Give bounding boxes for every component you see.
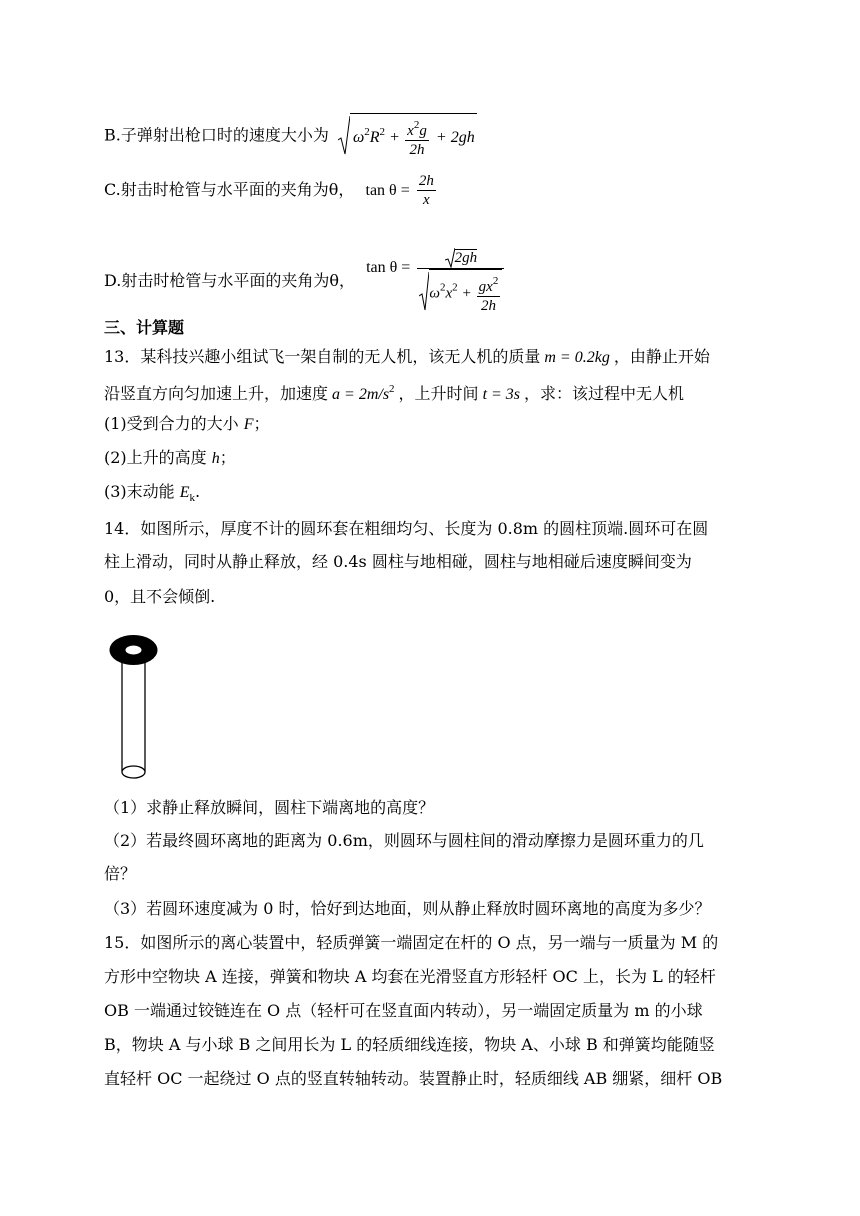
cylinder xyxy=(122,658,145,778)
q13-line-1 xyxy=(104,346,710,369)
q13-sub3-end: . xyxy=(195,482,201,501)
option-d-fraction: 2gh $\omega^2x^2$ + $\frac{gx^2}{2h}$ xyxy=(417,248,504,315)
q15-line-4: B，物块 A 与小球 B 之间用长为 L 的轻质细线连接，物块 A、小球 B 和弹簧均能随竖 xyxy=(104,1035,715,1054)
option-b xyxy=(104,113,477,159)
option-d-inner-fraction xyxy=(477,272,501,315)
inner-denominator: 2h xyxy=(481,298,496,314)
q13-text-d: ，上升时间 xyxy=(398,384,479,403)
q13-sub2-text: (2)上升的高度 xyxy=(104,448,207,467)
q14-line-2: 柱上滑动，同时从静止释放，经 0.4s 圆柱与地相碰，圆柱与地相碰后速度瞬间变为 xyxy=(104,552,692,571)
sqrt-symbol xyxy=(338,116,350,156)
option-b-fraction xyxy=(405,116,429,159)
q14-line-1: 14．如图所示，厚度不计的圆环套在粗细均匀、长度为 0.8m 的圆柱顶端.圆环可在圆 xyxy=(104,519,709,538)
q13-mass: m = 0.2kg xyxy=(544,349,610,366)
option-d-lhs: tan θ = xyxy=(366,259,411,276)
option-c-den: x xyxy=(422,192,430,208)
q13-text-c: 沿竖直方向匀加速上升，加速度 xyxy=(104,384,329,403)
q13-sub3-text: (3)末动能 xyxy=(104,482,175,501)
omega-symbol: ω xyxy=(352,129,365,146)
q13-sub-3 xyxy=(104,481,200,509)
option-c-text: C.射击时枪管与水平面的夹角为θ， xyxy=(104,180,355,199)
option-b-text: B.子弹射出枪口时的速度大小为 xyxy=(104,125,329,145)
gx-exp: 2 xyxy=(492,275,499,287)
x-var: x xyxy=(445,285,453,302)
q13-sub1-var: F xyxy=(243,416,254,433)
q13-sub3-sub: k xyxy=(189,492,196,504)
option-c-lhs: tan θ = xyxy=(365,182,410,199)
q13-sub-1 xyxy=(104,413,270,436)
option-d-text: D.射击时枪管与水平面的夹角为θ， xyxy=(104,271,355,290)
sqrt-symbol xyxy=(419,272,429,312)
cylinder-bottom xyxy=(122,766,145,778)
q13-text-b: ，由静止开始 xyxy=(613,347,710,366)
option-d xyxy=(104,248,506,315)
q15-line-5: 直轻杆 OC 一起绕过 O 点的竖直转轴转动。装置静止时，轻质细线 AB 绷紧，细杆 OB xyxy=(104,1069,723,1088)
sqrt-symbol xyxy=(445,248,455,268)
q13-sub2-var: h xyxy=(211,450,220,467)
option-c-num: 2h xyxy=(418,173,434,189)
option-d-num: 2gh xyxy=(454,250,478,266)
q13-accel-exp: 2 xyxy=(389,383,395,395)
x-exp: 2 xyxy=(452,281,458,294)
q14-sub-3: （3）若圆环速度减为 0 时，恰好到达地面，则从静止释放时圆环离地的高度为多少？ xyxy=(104,899,711,918)
q14-sub-2b: 倍？ xyxy=(104,864,137,883)
omega-exp: 2 xyxy=(440,281,446,294)
q13-sub-2 xyxy=(104,447,236,470)
q13-text-a: 13．某科技兴趣小组试飞一架自制的无人机，该无人机的质量 xyxy=(104,347,541,366)
q13-line-2 xyxy=(104,378,684,406)
option-c xyxy=(104,172,438,209)
q15-line-1: 15．如图所示的离心装置中，轻质弹簧一端固定在杆的 O 点，另一端与一质量为 M 的 xyxy=(104,933,719,952)
q13-text-e: ，求：该过程中无人机 xyxy=(524,384,685,403)
x-var: x xyxy=(407,123,414,139)
r-exp: 2 xyxy=(379,126,386,138)
q13-sub1-end: ； xyxy=(253,414,270,433)
q13-sub1-text: (1)受到合力的大小 xyxy=(104,414,239,433)
option-b-sqrt: $\omega^2R^2$ + $\frac{x^2g}{2h}$ + 2gh xyxy=(338,113,477,159)
denominator: 2h xyxy=(409,142,425,158)
x-exp: 2 xyxy=(413,119,420,131)
q13-sub3-var: E xyxy=(179,484,190,501)
q13-time: t = 3s xyxy=(482,386,521,403)
gx-var: gx xyxy=(478,279,493,295)
plus-2gh: + 2gh xyxy=(435,129,475,146)
q15-line-2: 方形中空物块 A 连接，弹簧和物块 A 均套在光滑竖直方形轻杆 OC 上，长为 L 的轻杆 xyxy=(104,967,716,986)
q13-sub2-end: ； xyxy=(219,448,236,467)
ring-cylinder-figure xyxy=(108,632,164,784)
section-title: 三、计算题 xyxy=(104,318,185,337)
g-var: g xyxy=(419,123,427,139)
q15-line-3: OB 一端通过铰链连在 O 点（轻杆可在竖直面内转动），另一端固定质量为 m 的小球 xyxy=(104,1001,703,1020)
ring xyxy=(110,635,158,665)
q14-sub-2a: （2）若最终圆环离地的距离为 0.6m，则圆环与圆柱间的滑动摩擦力是圆环重力的几 xyxy=(104,831,704,850)
omega-symbol: ω xyxy=(429,285,440,302)
q13-accel: a = 2m/s xyxy=(332,386,390,403)
omega-exp: 2 xyxy=(364,126,370,138)
r-var: R xyxy=(369,129,380,146)
option-c-fraction xyxy=(417,172,436,209)
q14-line-3: 0，且不会倾倒. xyxy=(104,587,216,606)
q14-sub-1: （1）求静止释放瞬间，圆柱下端离地的高度？ xyxy=(104,798,435,817)
